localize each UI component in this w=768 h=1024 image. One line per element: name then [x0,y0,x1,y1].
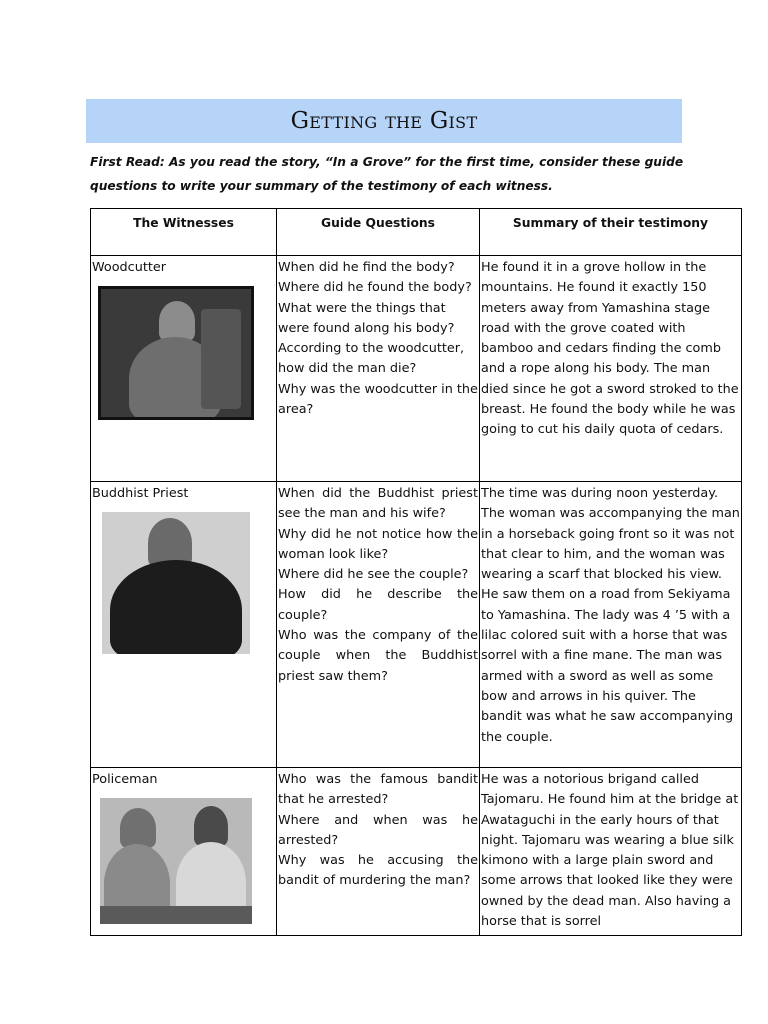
witness-name: Woodcutter [92,260,167,275]
guide-question: When did he find the body? [278,260,455,275]
summary-cell [480,256,742,482]
policeman-photo [100,798,252,924]
questions-cell [277,482,480,768]
witness-table [90,208,742,936]
guide-question: Why was he accusing the bandit of murdering the man? [278,853,478,889]
witness-cell [91,768,277,936]
guide-question: What were the things that were found along his body? [278,300,455,336]
page-title: Getting the Gist [290,108,478,134]
testimony-summary: He was a notorious brigand called Tajomaru. He found him at the bridge at Awataguchi in the early hours of that night. Tajomaru was wearing a blue silk kimono with a large plain sword and some arrows that looked like they were owned by the dead man. Also having a horse that is sorrel [481,772,739,930]
summary-cell [480,482,742,768]
column-header: Guide Questions [277,209,480,256]
summary-cell [480,768,742,936]
questions-cell [277,256,480,482]
witness-cell [91,256,277,482]
guide-question: Why did he not notice how the woman look like? [278,526,478,562]
buddhist-priest-photo [102,512,250,654]
witness-cell [91,482,277,768]
witness-name: Policeman [92,772,158,787]
guide-question: Why was the woodcutter in the area? [278,381,478,418]
guide-question: Who was the famous bandit that he arrested? [278,772,478,808]
testimony-summary: He found it in a grove hollow in the mountains. He found it exactly 150 meters away from Yamashina stage road with the grove coated with bamboo and cedars finding the comb and a rope along his body. The man died since he got a sword stroked to the breast. He found the body while he was going to cut his daily quota of cedars. [481,260,739,438]
guide-question: Where and when was he arrested? [278,812,478,848]
title-banner [86,99,682,143]
guide-question: Where did he see the couple? [278,567,469,583]
column-header: The Witnesses [91,209,277,256]
questions-cell [277,768,480,936]
guide-question: When did the Buddhist priest see the man and his wife? [278,486,478,522]
intro-text: First Read: As you read the story, “In a Grove” for the first time, consider these guide questions to write your summary of the testimony of each witness. [90,155,684,193]
table-row [91,256,742,482]
testimony-summary: The time was during noon yesterday. The woman was accompanying the man in a horseback going front so it was not that clear to him, and the woman was wearing a scarf that blocked his view. He saw them on a road from Sekiyama to Yamashina. The lady was 4 ’5 with a lilac colored suit with a horse that was sorrel with a fine mane. The man was armed with a sword as well as some bow and arrows in his quiver. The bandit was what he saw accompanying the couple. [481,486,740,745]
column-header: Summary of their testimony [480,209,742,256]
table-row [91,768,742,936]
witness-name: Buddhist Priest [92,486,189,501]
guide-question: Who was the company of the couple when the Buddhist priest saw them? [278,628,478,684]
guide-question: How did he describe the couple? [278,587,478,623]
guide-question: According to the woodcutter, how did the man die? [278,341,465,377]
woodcutter-photo [98,286,254,420]
table-row [91,482,742,768]
guide-question: Where did he found the body? [278,280,472,296]
table-header-row [91,209,742,256]
